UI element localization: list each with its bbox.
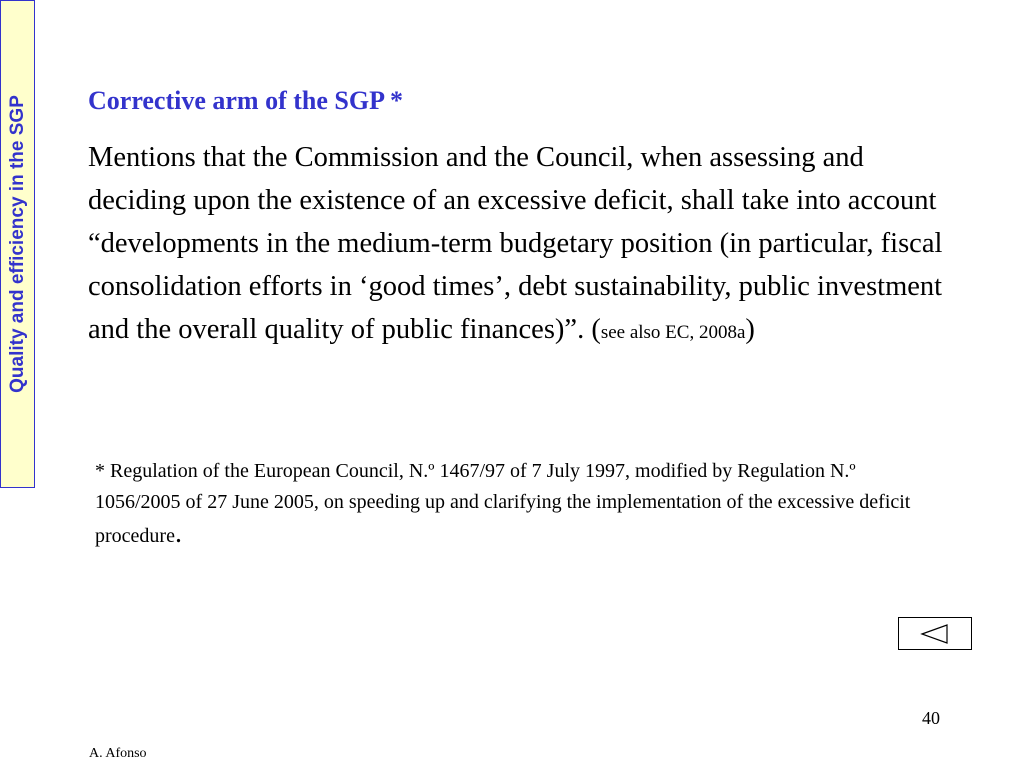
side-banner xyxy=(0,0,35,488)
body-main-text: Mentions that the Commission and the Council, when assessing and deciding upon the existence of an excessive deficit, shall take into account “developments in the medium-term budgetary position (in particular, fiscal consolidation efforts in ‘good times’, debt sustainability, public investment and the overall quality of public finances)”. ( xyxy=(88,142,943,345)
page-number: 40 xyxy=(922,708,940,728)
footnote-period: . xyxy=(174,518,182,549)
left-triangle-icon xyxy=(920,623,950,645)
slide-body xyxy=(88,136,948,354)
body-close-paren: ) xyxy=(745,314,755,345)
author: A. Afonso xyxy=(89,746,147,761)
side-banner-label: Quality and efficiency in the SGP xyxy=(6,95,28,393)
body-reference: see also EC, 2008a xyxy=(600,322,746,343)
back-navigation-button[interactable] xyxy=(898,617,972,650)
footnote xyxy=(95,456,935,552)
footnote-text: * Regulation of the European Council, N.º 1467/97 of 7 July 1997, modified by Regulation N.º 1056/2005 of 27 June 2005, on speeding up and clarifying the implementation of the excessive deficit procedure xyxy=(95,460,911,547)
slide-title: Corrective arm of the SGP * xyxy=(88,86,404,115)
